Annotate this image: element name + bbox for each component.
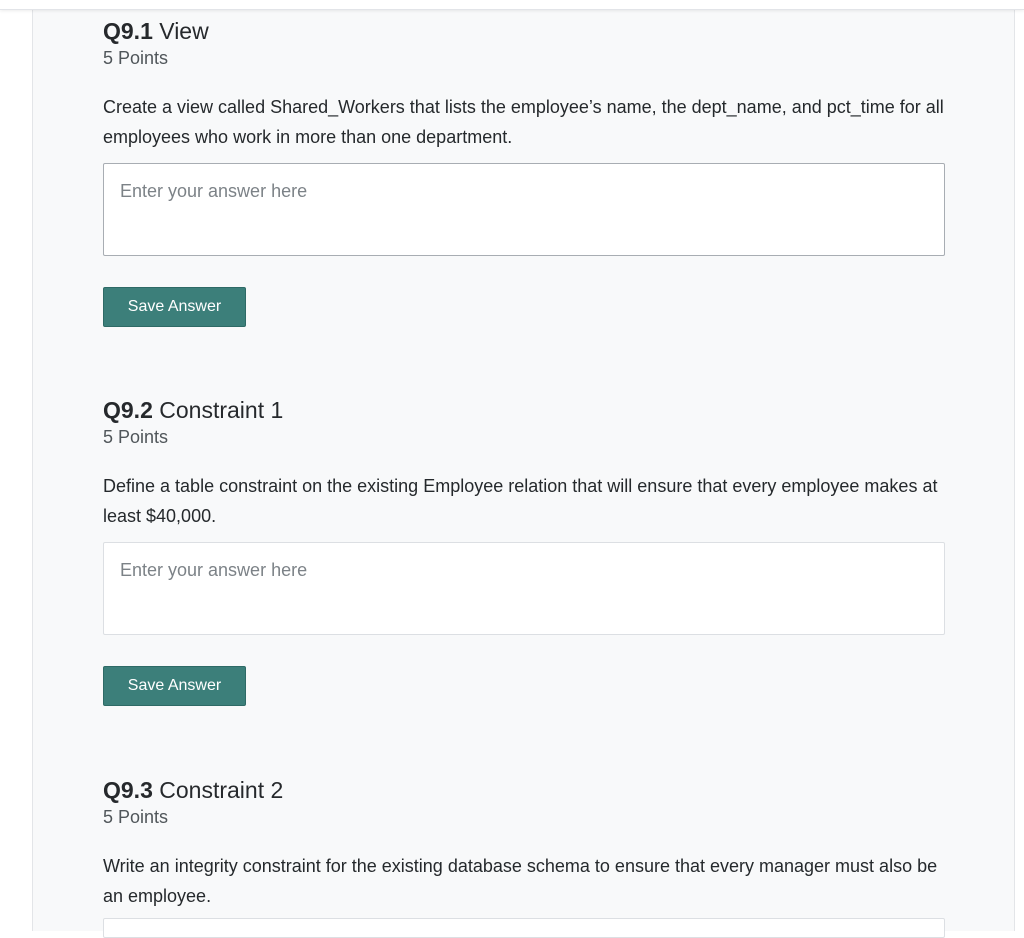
question-points: 5 Points <box>103 427 169 447</box>
question-q9-1 <box>103 16 945 327</box>
save-answer-button[interactable]: Save Answer <box>103 287 246 327</box>
question-number: Q9.1 <box>103 18 153 44</box>
answer-input[interactable] <box>103 163 945 256</box>
question-number: Q9.2 <box>103 397 153 423</box>
question-points: 5 Points <box>103 807 169 827</box>
question-name: View <box>159 18 209 44</box>
question-points: 5 Points <box>103 48 169 68</box>
question-number: Q9.3 <box>103 777 153 803</box>
answer-input[interactable] <box>103 542 945 635</box>
answer-input[interactable] <box>103 918 945 938</box>
question-prompt: Define a table constraint on the existing Employee relation that will ensure that every employee makes at least $40,000. <box>103 476 938 526</box>
question-title <box>103 395 945 425</box>
question-name: Constraint 2 <box>159 777 284 803</box>
question-title <box>103 16 945 46</box>
top-bar <box>0 0 1024 10</box>
question-q9-2 <box>103 395 945 706</box>
save-answer-button[interactable]: Save Answer <box>103 666 246 706</box>
question-prompt: Write an integrity constraint for the existing database schema to ensure that every manager must also be an employee. <box>103 856 938 906</box>
question-q9-3 <box>103 775 945 911</box>
question-prompt: Create a view called Shared_Workers that lists the employee’s name, the dept_name, and pct_time for all employees who work in more than one department. <box>103 97 944 147</box>
question-name: Constraint 1 <box>159 397 284 423</box>
question-title <box>103 775 945 805</box>
